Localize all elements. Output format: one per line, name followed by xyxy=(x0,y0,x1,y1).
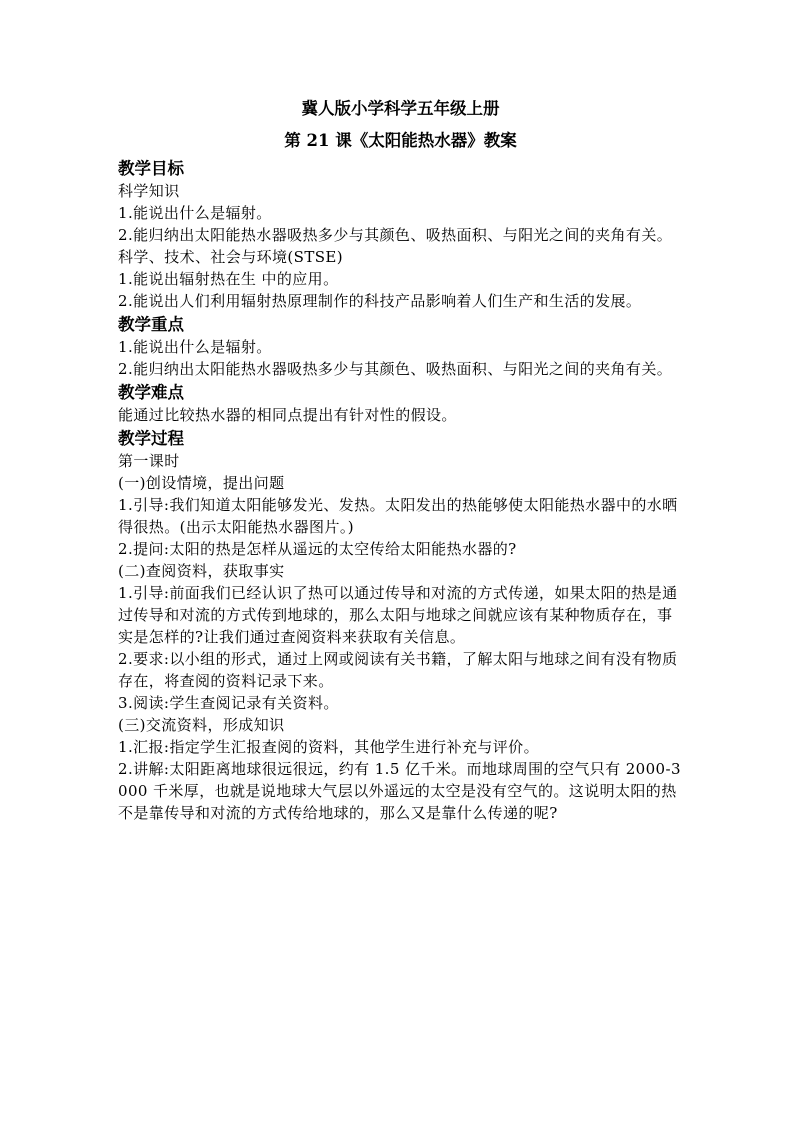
paragraph: 1.引导:我们知道太阳能够发光、发热。太阳发出的热能够使太阳能热水器中的水晒得很热。(出示太阳能热水器图片。) xyxy=(118,496,678,536)
paragraph: 1.引导:前面我们已经认识了热可以通过传导和对流的方式传递，如果太阳的热是通过传导和对流的方式传到地球的，那么太阳与地球之间就应该有某种物质存在，事实是怎样的?让我们通过查阅资料来获取有关信息。 xyxy=(118,584,678,646)
paragraph: 1.能说出辐射热在生 中的应用。 xyxy=(118,270,339,288)
paragraph: 第一课时 xyxy=(118,452,180,470)
paragraph: 科学知识 xyxy=(118,182,180,200)
paragraph: 3.阅读:学生查阅记录有关资料。 xyxy=(118,694,339,712)
paragraph: (二)查阅资料，获取事实 xyxy=(118,562,285,580)
paragraph: 2.要求:以小组的形式，通过上网或阅读有关书籍，了解太阳与地球之间有没有物质存在，将查阅的资料记录下来。 xyxy=(118,650,678,690)
paragraph: 科学、技术、社会与环境(STSE) xyxy=(118,248,344,266)
paragraph: (三)交流资料，形成知识 xyxy=(118,716,285,734)
paragraph: 1.能说出什么是辐射。 xyxy=(118,338,272,356)
section-heading-key-points: 教学重点 xyxy=(118,315,184,334)
paragraph: 2.能归纳出太阳能热水器吸热多少与其颜色、吸热面积、与阳光之间的夹角有关。 xyxy=(118,360,673,378)
paragraph: 2.能归纳出太阳能热水器吸热多少与其颜色、吸热面积、与阳光之间的夹角有关。 xyxy=(118,226,673,244)
paragraph: 1.能说出什么是辐射。 xyxy=(118,204,272,222)
paragraph: 2.能说出人们利用辐射热原理制作的科技产品影响着人们生产和生活的发展。 xyxy=(118,292,642,310)
paragraph: 能通过比较热水器的相同点提出有针对性的假设。 xyxy=(118,406,457,424)
document-body xyxy=(118,94,683,824)
paragraph: 1.汇报:指定学生汇报查阅的资料，其他学生进行补充与评价。 xyxy=(118,738,539,756)
paragraph: 2.讲解:太阳距离地球很远很远，约有 1.5 亿千米。而地球周围的空气只有 2000-3000 千米厚，也就是说地球大气层以外遥远的太空是没有空气的。这说明太阳的热不是靠传导和对流的方式传给地球的，那么又是靠什么传递的呢? xyxy=(118,760,681,822)
paragraph: 2.提问:太阳的热是怎样从遥远的太空传给太阳能热水器的? xyxy=(118,540,517,558)
lesson-title: 第 21 课《太阳能热水器》教案 xyxy=(284,131,517,150)
section-heading-difficulties: 教学难点 xyxy=(118,383,184,402)
document-title: 冀人版小学科学五年级上册 xyxy=(301,99,500,118)
paragraph: (一)创设情境，提出问题 xyxy=(118,474,285,492)
section-heading-process: 教学过程 xyxy=(118,429,184,448)
section-heading-objectives: 教学目标 xyxy=(118,159,184,178)
